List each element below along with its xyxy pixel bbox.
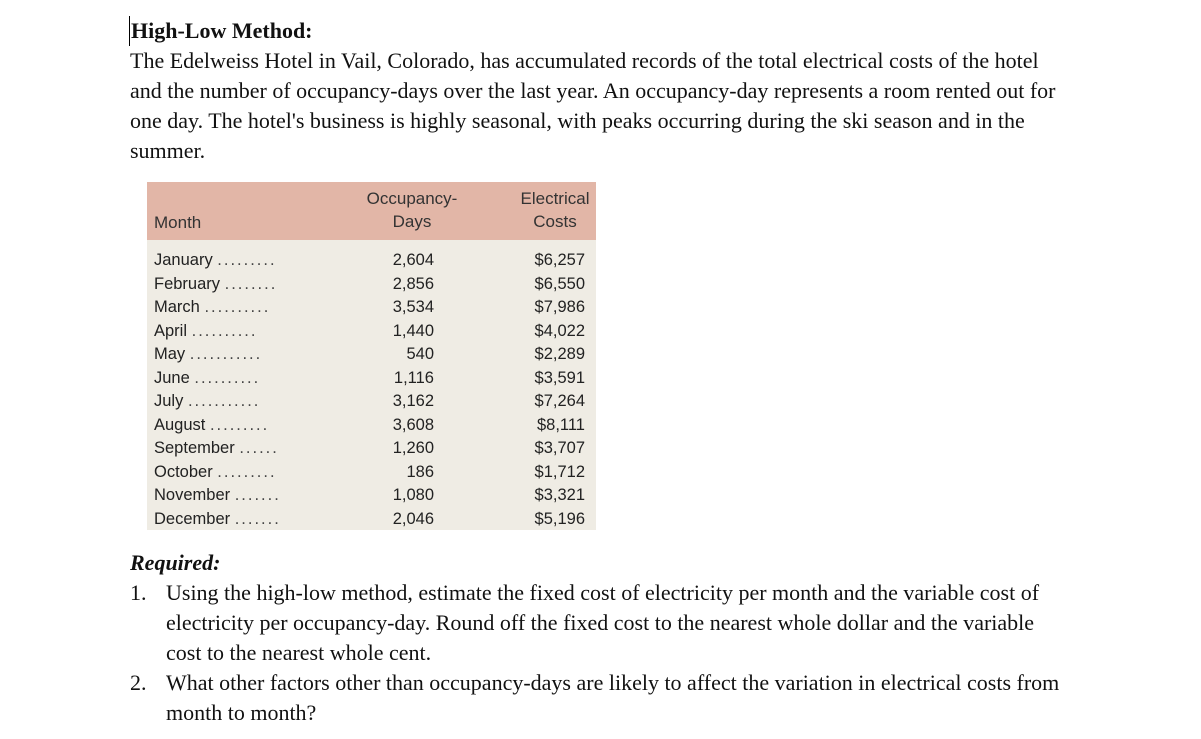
table-body [147, 249, 596, 531]
header-month: Month [154, 213, 202, 232]
table-row [147, 249, 596, 273]
cell-month [154, 484, 304, 508]
table-row [147, 484, 596, 508]
cell-month [154, 437, 304, 461]
question-text: What other factors other than occupancy-days are likely to affect the variation in electrical costs from month to month? [166, 670, 1060, 725]
table-row [147, 508, 596, 532]
cell-cost: $3,321 [534, 486, 585, 504]
month-name: March [154, 298, 200, 316]
table-row [147, 343, 596, 367]
cell-occupancy: 1,260 [392, 439, 434, 457]
cell-month [154, 461, 304, 485]
month-name: June [154, 368, 190, 387]
month-name: February [154, 274, 221, 293]
question-item [130, 668, 1070, 728]
cell-month [154, 249, 304, 273]
cell-month [154, 414, 304, 438]
document-body [130, 16, 1075, 166]
required-section [130, 548, 1070, 728]
cell-month [154, 343, 304, 367]
cell-cost: $7,264 [534, 392, 585, 410]
month-name: September [154, 439, 235, 457]
table-row [147, 320, 596, 344]
header-occupancy-days [352, 187, 472, 233]
cell-cost: $1,712 [534, 462, 585, 481]
cell-cost: $3,707 [534, 439, 585, 457]
data-table [147, 182, 596, 530]
table-row [147, 273, 596, 297]
question-number: 1. [130, 580, 147, 605]
month-name: July [154, 392, 184, 410]
leader-dots: ........... [189, 345, 263, 363]
cell-cost: $7,986 [534, 298, 585, 316]
leader-dots: ......... [217, 251, 277, 269]
question-list [130, 578, 1070, 728]
cell-cost: $4,022 [534, 321, 585, 340]
leader-dots: .......... [204, 298, 271, 316]
cell-month [154, 296, 304, 320]
cell-cost: $8,111 [536, 415, 585, 434]
cell-cost: $6,550 [534, 274, 585, 293]
cell-cost: $6,257 [534, 251, 585, 269]
cell-month [154, 508, 304, 532]
cell-cost: $2,289 [534, 345, 585, 363]
cell-occupancy: 540 [406, 345, 434, 363]
page-title: High-Low Method: [129, 16, 1075, 46]
leader-dots: ......... [217, 462, 277, 481]
month-name: April [154, 321, 188, 340]
leader-dots: .......... [191, 321, 258, 340]
table-row [147, 461, 596, 485]
cell-occupancy: 2,604 [392, 251, 434, 269]
month-name: October [154, 462, 213, 481]
leader-dots: ........... [187, 392, 261, 410]
month-name: November [154, 486, 231, 504]
table-row [147, 390, 596, 414]
cell-occupancy: 3,162 [392, 392, 434, 410]
leader-dots: ...... [239, 439, 279, 457]
month-name: May [154, 345, 186, 363]
header-occupancy-line1: Occupancy- [366, 189, 458, 208]
cell-occupancy: 3,608 [392, 415, 434, 434]
header-electrical-costs [507, 187, 603, 233]
intro-paragraph: The Edelweiss Hotel in Vail, Colorado, has accumulated records of the total electrical costs of the hotel and the number of occupancy-days over the last year. An occupancy-day represents a room rented out for one day. The hotel's business is highly seasonal, with peaks occurring during the ski season and in the summer. [130, 48, 1056, 163]
cell-cost: $5,196 [534, 509, 585, 528]
leader-dots: ........ [224, 274, 278, 293]
table-row [147, 367, 596, 391]
header-electrical-line2: Costs [533, 212, 577, 231]
table-header [147, 182, 596, 240]
cell-occupancy: 1,116 [393, 368, 434, 387]
cell-occupancy: 1,440 [392, 321, 434, 340]
leader-dots: ....... [234, 509, 281, 528]
month-name: December [154, 509, 231, 528]
question-item [130, 578, 1070, 668]
leader-dots: ....... [234, 486, 281, 504]
cell-month [154, 367, 304, 391]
month-name: January [154, 251, 213, 269]
table-row [147, 437, 596, 461]
cell-month [154, 390, 304, 414]
cell-month [154, 320, 304, 344]
month-name: August [154, 415, 206, 434]
cell-occupancy: 1,080 [392, 486, 434, 504]
question-text: Using the high-low method, estimate the fixed cost of electricity per month and the variable cost of electricity per occupancy-day. Round off the fixed cost to the nearest whole dollar and the variable cost to the nearest whole cent. [166, 580, 1040, 665]
leader-dots: ......... [209, 415, 270, 434]
header-electrical-line1: Electrical [520, 189, 590, 208]
table-row [147, 296, 596, 320]
cell-occupancy: 3,534 [392, 298, 434, 316]
cell-month [154, 273, 304, 297]
question-number: 2. [130, 670, 147, 695]
header-occupancy-line2: Days [392, 212, 432, 231]
cell-occupancy: 2,856 [392, 274, 434, 293]
cell-occupancy: 2,046 [392, 509, 434, 528]
cell-cost: $3,591 [534, 368, 585, 387]
leader-dots: .......... [194, 368, 261, 387]
table-row [147, 414, 596, 438]
required-heading: Required: [130, 550, 221, 575]
cell-occupancy: 186 [406, 462, 434, 481]
